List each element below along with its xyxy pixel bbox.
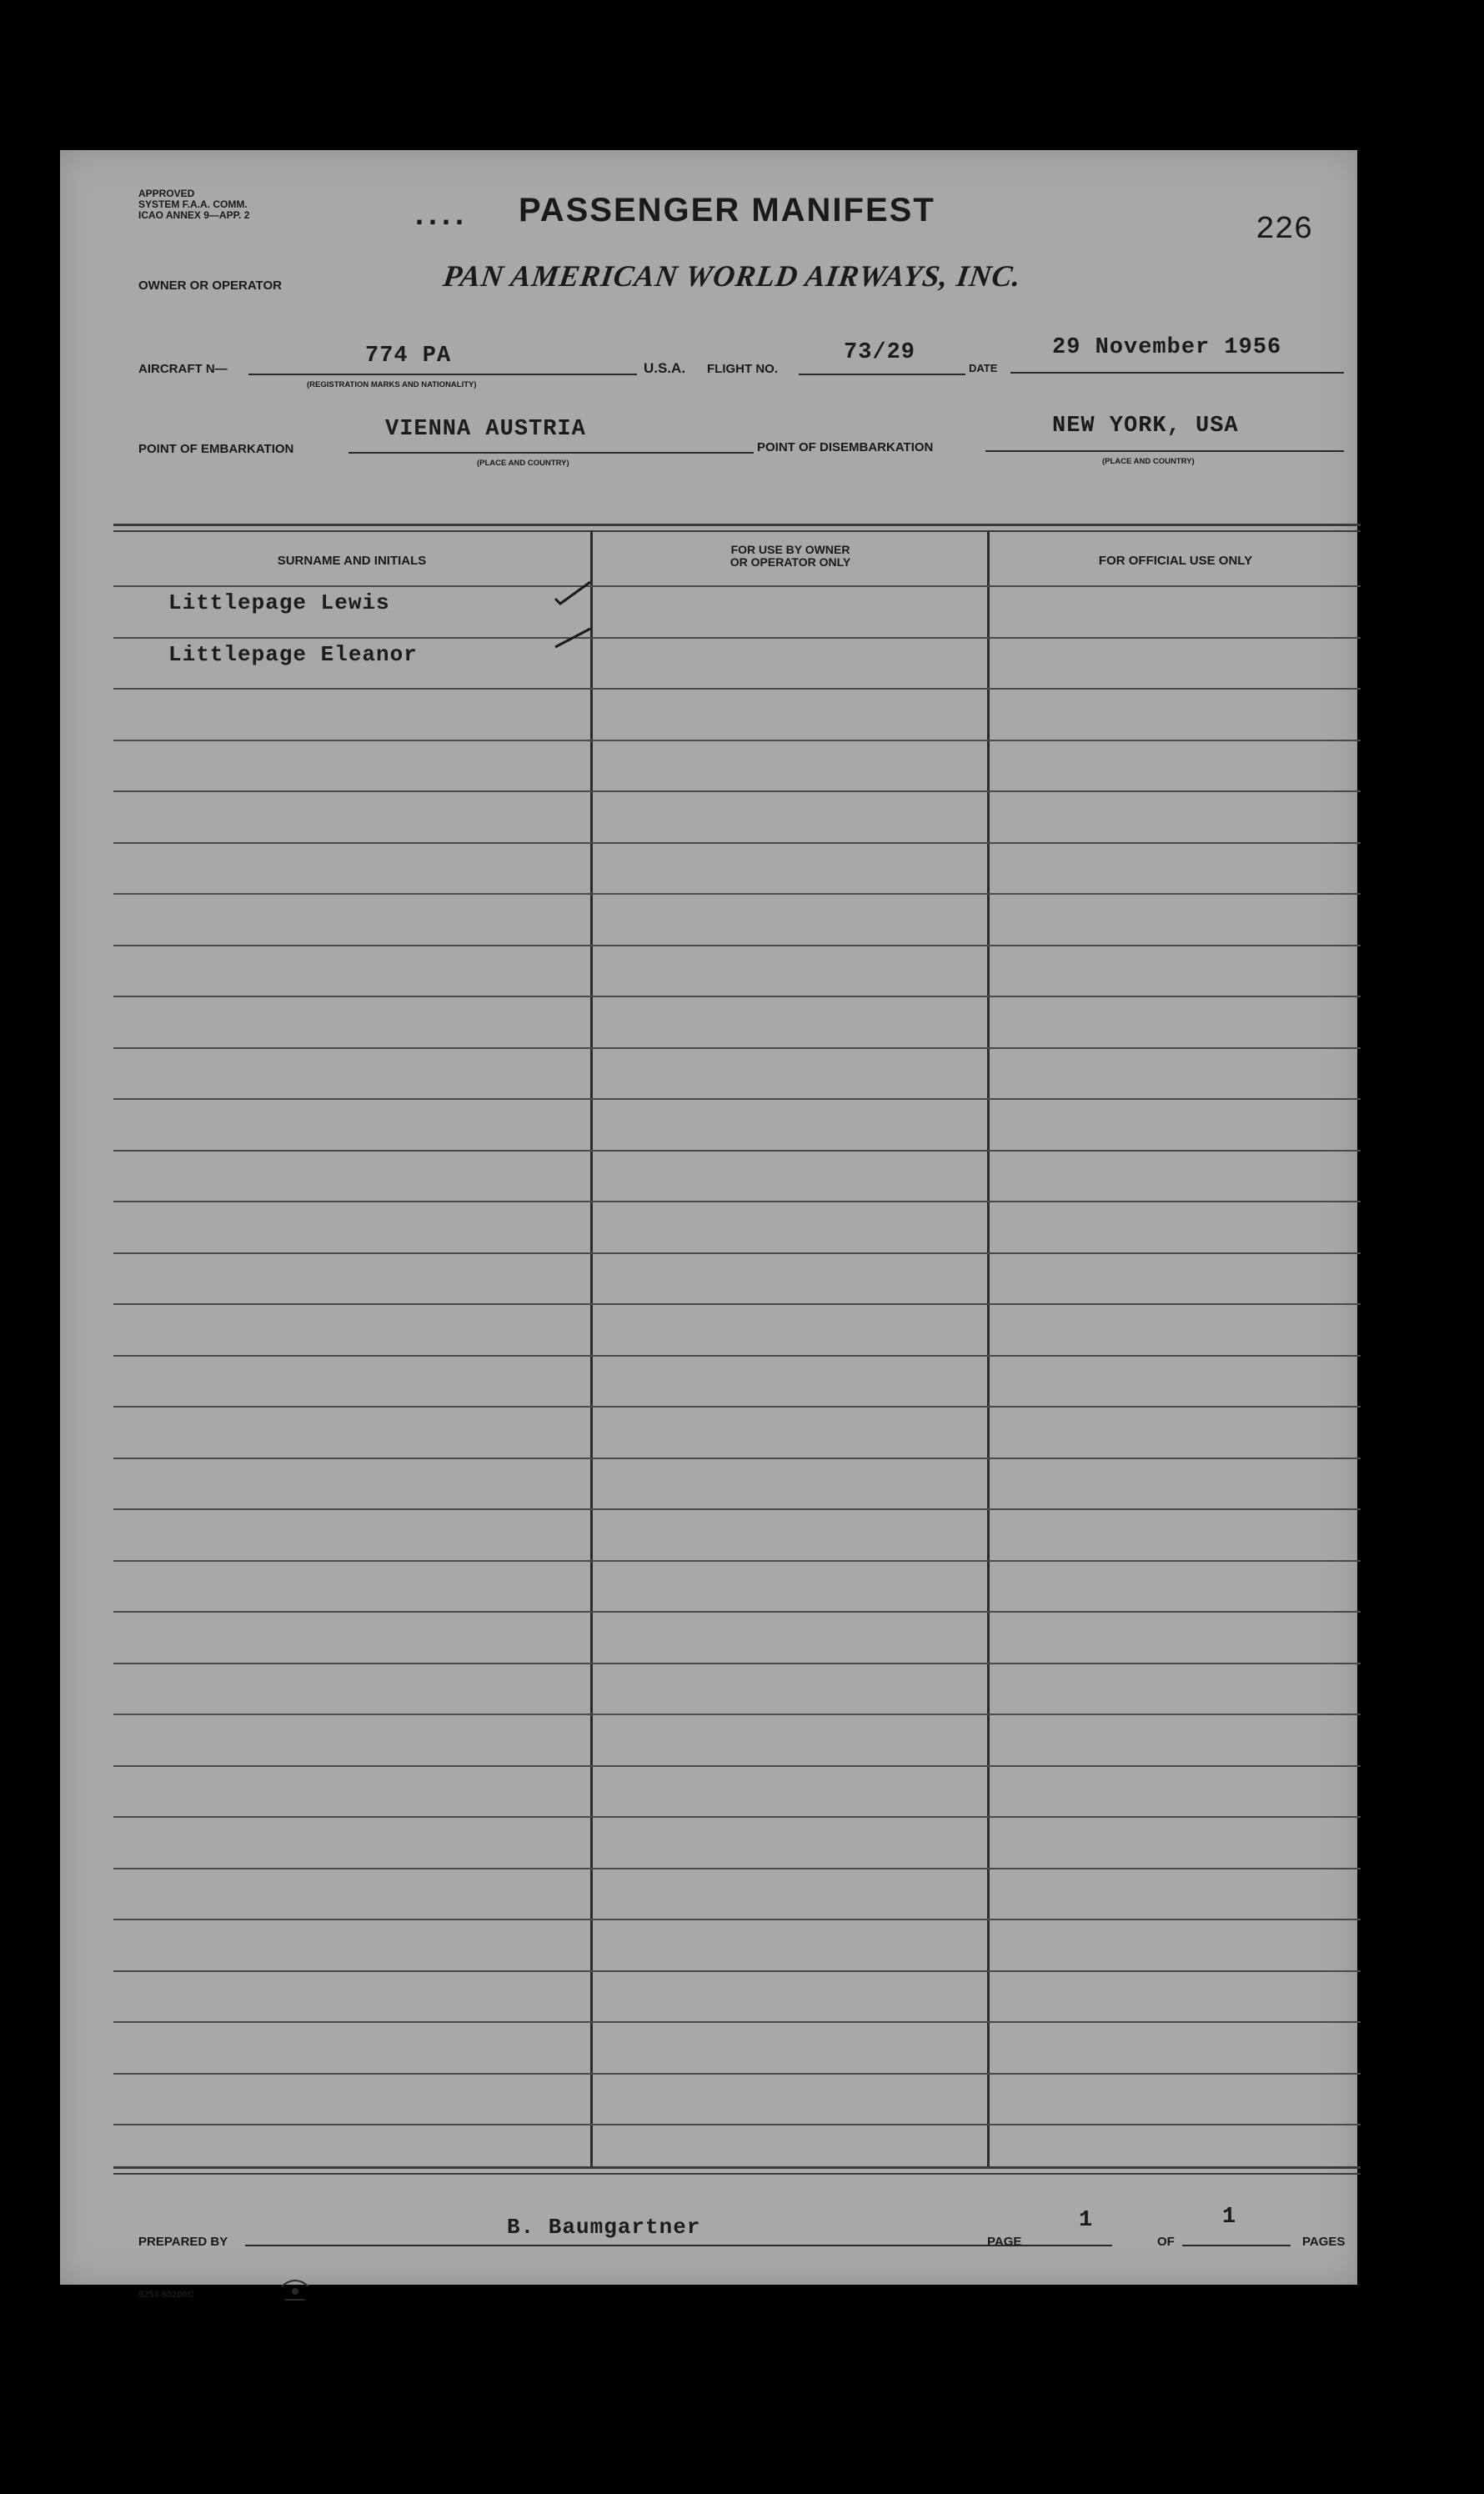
disembarkation-sublabel: (PLACE AND COUNTRY) [1102, 457, 1195, 466]
page-title: PASSENGER MANIFEST [519, 192, 935, 228]
table-row-line [113, 1098, 1361, 1100]
disembarkation-label: POINT OF DISEMBARKATION [757, 440, 934, 454]
form-number: 9253-60200C [138, 2290, 194, 2300]
table-row-line [113, 996, 1361, 997]
table-row-line [113, 2124, 1361, 2125]
column-owner-use [594, 544, 987, 569]
union-label-icon [278, 2273, 312, 2303]
check-mark-icon [554, 580, 592, 605]
table-row-line [113, 1663, 1361, 1664]
prepared-by-value: B. Baumgartner [507, 2215, 701, 2240]
table-row-line [113, 688, 1361, 690]
flight-underline [799, 374, 965, 375]
table-row-line [113, 1970, 1361, 1972]
table-row-line [113, 1560, 1361, 1562]
table-row-line [113, 790, 1361, 792]
disembarkation-underline [985, 450, 1344, 452]
date-underline [1010, 372, 1344, 374]
table-top-rule-second [113, 530, 1361, 532]
page-underline [1032, 2245, 1112, 2246]
table-row-line [113, 1406, 1361, 1408]
column-owner-use-line2: OR OPERATOR ONLY [729, 555, 851, 569]
of-value: 1 [1222, 2205, 1237, 2230]
table-row-line [113, 1868, 1361, 1869]
page-label: PAGE [987, 2235, 1022, 2249]
title-dots: .... [415, 197, 469, 231]
pages-label: PAGES [1302, 2235, 1346, 2249]
embarkation-label: POINT OF EMBARKATION [138, 442, 294, 456]
table-row-line [113, 2021, 1361, 2023]
of-label: OF [1157, 2235, 1175, 2249]
column-official: FOR OFFICIAL USE ONLY [1098, 554, 1253, 568]
table-row-line [113, 1355, 1361, 1357]
table-row-line [113, 1252, 1361, 1254]
table-bottom-rule [113, 2166, 1361, 2169]
owner-label: OWNER OR OPERATOR [138, 279, 282, 293]
column-surname: SURNAME AND INITIALS [277, 554, 427, 568]
table-row-line [113, 1150, 1361, 1152]
table-row-line [113, 740, 1361, 741]
table-row-line [113, 1508, 1361, 1510]
table-row-line [113, 1714, 1361, 1715]
document-number: 226 [1256, 212, 1313, 248]
column-divider-1 [590, 532, 593, 2166]
approval-line: SYSTEM F.A.A. COMM. [138, 198, 248, 210]
table-row-line [113, 1201, 1361, 1202]
of-underline [1182, 2245, 1291, 2246]
page-value: 1 [1079, 2208, 1094, 2233]
approval-stamp [138, 188, 272, 221]
table-row-line [113, 842, 1361, 844]
embarkation-value: VIENNA AUSTRIA [385, 417, 586, 442]
table-row-line [113, 1611, 1361, 1613]
aircraft-underline [248, 374, 637, 375]
table-row-line [113, 945, 1361, 946]
table-row-line [113, 585, 1361, 587]
usa-label: U.S.A. [644, 360, 686, 376]
flight-value: 73/29 [844, 340, 916, 365]
column-divider-2 [987, 532, 990, 2166]
table-row-line [113, 1816, 1361, 1818]
table-row-line [113, 1047, 1361, 1049]
table-row-line [113, 1765, 1361, 1767]
prepared-by-label: PREPARED BY [138, 2235, 228, 2249]
aircraft-value: 774 PA [365, 344, 452, 369]
passenger-name: Littlepage Lewis [168, 590, 390, 615]
flight-label: FLIGHT NO. [707, 362, 778, 376]
column-owner-use-line1: FOR USE BY OWNER [730, 543, 850, 556]
embarkation-sublabel: (PLACE AND COUNTRY) [477, 459, 569, 468]
aircraft-sublabel: (REGISTRATION MARKS AND NATIONALITY) [307, 380, 477, 389]
approval-line: ICAO ANNEX 9—APP. 2 [138, 209, 250, 221]
table-row-line [113, 1458, 1361, 1459]
table-top-rule [113, 524, 1361, 526]
date-value: 29 November 1956 [1052, 335, 1282, 360]
aircraft-label: AIRCRAFT N— [138, 362, 228, 376]
approval-line: APPROVED [138, 188, 195, 199]
manifest-sheet [60, 150, 1357, 2300]
table-row-line [113, 1919, 1361, 1920]
date-label: DATE [969, 362, 998, 374]
table-bottom-rule-second [113, 2173, 1361, 2175]
table-row-line [113, 637, 1361, 639]
prepared-by-underline [245, 2245, 1044, 2246]
check-mark-icon [554, 627, 592, 652]
disembarkation-value: NEW YORK, USA [1052, 414, 1239, 439]
table-row-line [113, 893, 1361, 895]
table-row-line [113, 1303, 1361, 1305]
passenger-name: Littlepage Eleanor [168, 642, 418, 667]
owner-value: PAN AMERICAN WORLD AIRWAYS, INC. [441, 259, 1024, 293]
embarkation-underline [348, 452, 754, 454]
table-row-line [113, 2073, 1361, 2075]
